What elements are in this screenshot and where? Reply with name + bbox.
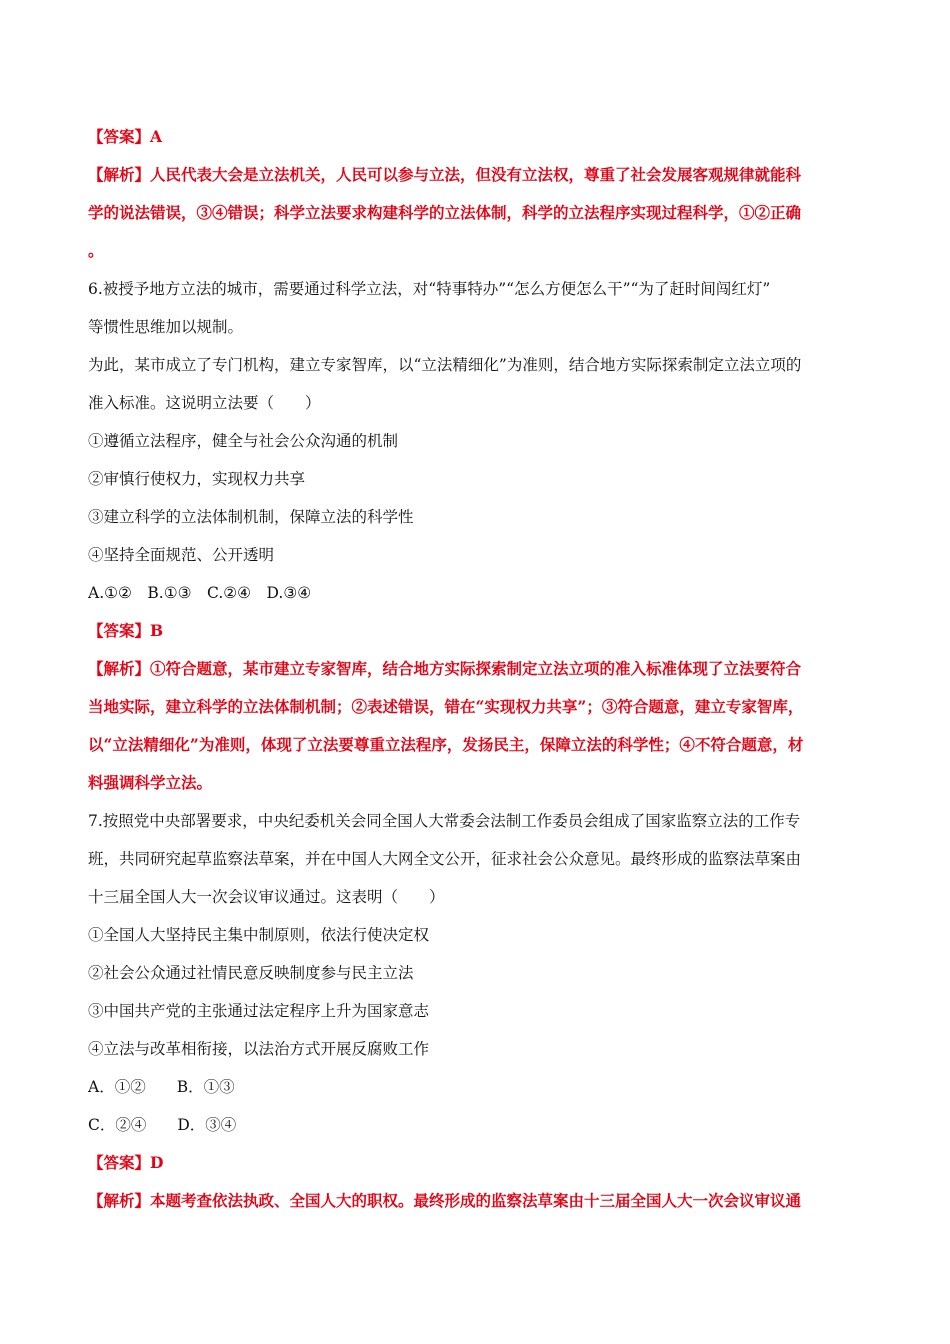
answer-label: 【答案】: [88, 127, 151, 146]
q6-item-3: ③建立科学的立法体制机制，保障立法的科学性: [88, 508, 414, 526]
answer-value: D: [150, 1153, 164, 1172]
q7-choices-row-2: C．②④ D．③④: [88, 1116, 237, 1134]
analysis-text: 本题考查依法执政、全国人大的职权。最终形成的监察法草案由十三届全国人大一次会议审议通: [150, 1191, 802, 1210]
q7-item-2: ②社会公众通过社情民意反映制度参与民主立法: [88, 964, 414, 982]
q6-choices: A.①② B.①③ C.②④ D.③④: [88, 584, 312, 602]
q6-analysis-line-3: 以“立法精细化”为准则，体现了立法要尊重立法程序，发扬民主，保障立法的科学性；④不符合题意，材: [88, 735, 804, 754]
q6-analysis-line-1: [88, 650, 863, 688]
q5-analysis-line-2: 学的说法错误，③④错误；科学立法要求构建科学的立法体制，科学的立法程序实现过程科学，①②正确: [88, 203, 802, 222]
answer-value: A: [150, 127, 163, 146]
q6-item-1: ①遵循立法程序，健全与社会公众沟通的机制: [88, 432, 399, 450]
q6-item-2: ②审慎行使权力，实现权力共享: [88, 470, 306, 488]
q6-answer: [88, 612, 863, 650]
q6-item-4: ④坚持全面规范、公开透明: [88, 546, 275, 564]
q6-stem-line-3: 为此，某市成立了专门机构，建立专家智库，以“立法精细化”为准则，结合地方实际探索制定立法立项的: [88, 356, 802, 374]
q5-answer: [88, 118, 863, 156]
analysis-label: 【解析】: [88, 1191, 151, 1210]
q7-stem-line-1: 7.按照党中央部署要求，中央纪委机关会同全国人大常委会法制工作委员会组成了国家监察立法的工作专: [88, 812, 801, 830]
analysis-label: 【解析】: [88, 165, 151, 184]
q7-stem-line-3: 十三届全国人大一次会议审议通过。这表明（ ）: [88, 888, 445, 906]
q7-item-1: ①全国人大坚持民主集中制原则，依法行使决定权: [88, 926, 430, 944]
q7-item-4: ④立法与改革相衔接，以法治方式开展反腐败工作: [88, 1040, 430, 1058]
q7-stem-line-2: 班，共同研究起草监察法草案，并在中国人大网全文公开，征求社会公众意见。最终形成的监察法草案由: [88, 850, 802, 868]
q7-choices-row-1: A．①② B．①③: [88, 1078, 235, 1096]
q6-stem-line-2: 等惯性思维加以规制。: [88, 318, 244, 336]
q7-item-3: ③中国共产党的主张通过法定程序上升为国家意志: [88, 1002, 430, 1020]
q5-analysis-line-1: [88, 156, 863, 194]
q6-analysis-line-2: 当地实际，建立科学的立法体制机制；②表述错误，错在“实现权力共享”；③符合题意，建立专家智库，: [88, 697, 804, 716]
q7-answer: [88, 1144, 863, 1182]
q6-stem-line-4: 准入标准。这说明立法要（ ）: [88, 394, 321, 412]
q5-analysis-line-3: 。: [88, 241, 104, 260]
q6-analysis-line-4: 料强调科学立法。: [88, 773, 213, 792]
answer-label: 【答案】: [88, 621, 151, 640]
analysis-text: ①符合题意，某市建立专家智库，结合地方实际探索制定立法立项的准入标准体现了立法要符合: [150, 659, 802, 678]
answer-label: 【答案】: [88, 1153, 151, 1172]
q6-stem-line-1: 6.被授予地方立法的城市，需要通过科学立法，对“特事特办”“怎么方便怎么干”“为了赶时间闯红灯”: [88, 280, 771, 298]
q7-analysis-line-1: [88, 1182, 863, 1220]
page-content: [88, 118, 863, 1220]
answer-value: B: [150, 621, 164, 640]
analysis-label: 【解析】: [88, 659, 151, 678]
analysis-text: 人民代表大会是立法机关，人民可以参与立法，但没有立法权，尊重了社会发展客观规律就能科: [150, 165, 802, 184]
